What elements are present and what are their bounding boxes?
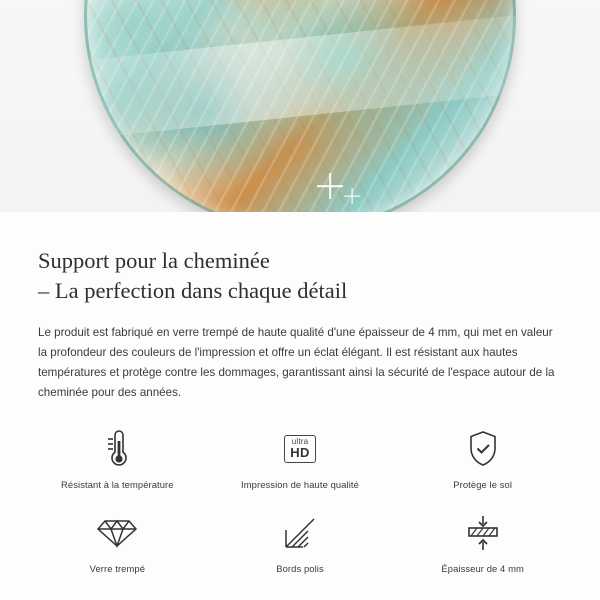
feature-item-thickness <box>391 505 574 579</box>
feature-item-floor-protection <box>391 421 574 495</box>
headline-line-2: – La perfection dans chaque détail <box>38 278 348 304</box>
abstract-marble-artwork <box>84 0 516 212</box>
text-content <box>0 212 600 403</box>
diamond-icon <box>96 511 138 555</box>
feature-item-tempered-glass <box>26 505 209 579</box>
ultra-hd-icon <box>284 427 316 471</box>
feature-item-temperature <box>26 421 209 495</box>
feature-label: Impression de haute qualité <box>241 478 359 490</box>
feature-label: Épaisseur de 4 mm <box>441 562 524 574</box>
feature-label: Protège le sol <box>453 478 513 490</box>
thickness-arrows-icon <box>463 511 503 555</box>
feature-grid <box>0 403 600 579</box>
ultra-hd-badge-bottom: HD <box>290 444 310 460</box>
feature-label: Résistant à la température <box>61 478 174 490</box>
polished-edges-icon <box>283 511 317 555</box>
description-paragraph: Le produit est fabriqué en verre trempé de haute qualité d'une épaisseur de 4 mm, qui met en valeur la profondeur des couleurs de l'impression et offre un éclat élégant. Il est résistant aux hautes températures et protège contre les dommages, garantissant ainsi la sécurité de l'espace autour de la cheminée pour des années. <box>38 325 555 399</box>
round-glass-panel <box>84 0 516 212</box>
page-title <box>38 246 562 307</box>
thermometer-icon <box>102 427 132 471</box>
shield-check-icon <box>466 427 500 471</box>
feature-label: Verre trempé <box>89 562 146 574</box>
headline-line-1: Support pour la cheminée <box>38 248 270 273</box>
hero-image <box>0 0 600 212</box>
feature-item-polished-edges <box>209 505 392 579</box>
feature-label: Bords polis <box>276 562 324 574</box>
ultra-hd-badge-top: ultra <box>291 436 309 446</box>
feature-item-print-quality <box>209 421 392 495</box>
